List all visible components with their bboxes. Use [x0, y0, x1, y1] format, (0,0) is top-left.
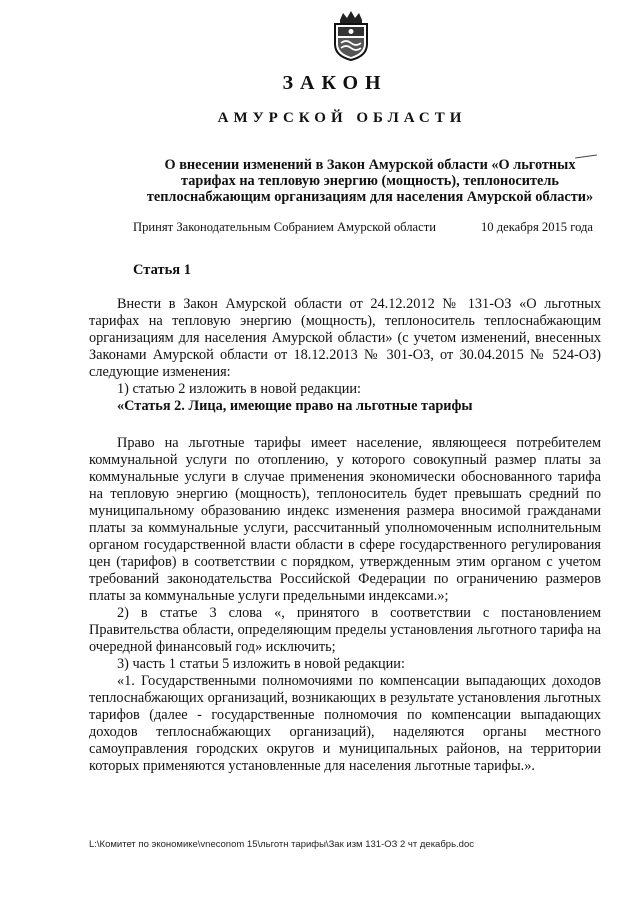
article-intro-block: [89, 296, 601, 415]
subject-line: тарифах на тепловую энергию (мощность), теплоноситель: [181, 173, 559, 189]
region-title: АМУРСКОЙ ОБЛАСТИ: [217, 110, 467, 126]
subject-line: теплоснабжающим организациям для населения Амурской области»: [146, 189, 594, 205]
amendment-item-1: 1) статью 2 изложить в новой редакции:: [117, 381, 362, 397]
file-path-footer: L:\Комитет по экономике\vneconom 15\льготн тарифы\Зак изм 131-ОЗ 2 чт декабрь.doc: [89, 839, 474, 850]
article-intro: Внести в Закон Амурской области от 24.12.2012 № 131-ОЗ «О льготных тарифах на тепловую энергию (мощность), теплоноситель теплоснабжающим организациям для населения Амурской области» (с учетом изменений, внесенных Законами Амурской области от 18.12.2013 № 301-ОЗ, от 30.04.2015 № 524-ОЗ) следующие изменения:: [89, 296, 601, 380]
amended-part-text: «1. Государственными полномочиями по компенсации выпадающих доходов теплоснабжающих организаций, возникающих в результате установления льготных тарифов (далее - государственные полномочия по компенсации выпадающих доходов теплоснабжающих организаций), наделяются органы местного самоуправления городских округов и муниципальных районов, на территории которых применяются установленные для населения льготные тарифы.».: [89, 673, 601, 774]
amendment-item-2: 2) в статье 3 слова «, принятого в соответствии с постановлением Правительства области, определяющим пределы установления льготного тарифа на очередной финансовый год» исключить;: [89, 605, 601, 655]
subject-line: О внесении изменений в Закон Амурской области «О льготных: [164, 157, 576, 173]
law-title: ЗАКОН: [282, 72, 388, 94]
adopted-by: Принят Законодательным Собранием Амурской области: [133, 220, 436, 234]
amended-article-heading: «Статья 2. Лица, имеющие право на льготные тарифы: [117, 398, 473, 414]
adoption-date: 10 декабря 2015 года: [481, 220, 594, 234]
amendment-item-3: 3) часть 1 статьи 5 изложить в новой редакции:: [117, 656, 405, 672]
article-heading: Статья 1: [133, 262, 191, 278]
article-body-block: [89, 435, 601, 775]
amended-article-text: Право на льготные тарифы имеет население, являющееся потребителем коммунальной услуги по отоплению, у которого совокупный размер платы за коммунальные услуги в случае применения экономически обоснованного тарифа на тепловую энергию (мощность), теплоноситель будет превышать средний по муниципальному образованию индекс изменения размера вносимой гражданами платы за коммунальные услуги, рассчитанный уполномоченным исполнительным органом государственной власти области в сфере государственного регулирования цен (тарифов) в соответствии с порядком, утвержденным этим органом с учетом требований законодательства Российской Федерации по ограничению размеров платы за коммунальные услуги предельными индексами.»;: [89, 435, 601, 604]
amur-region-coat-of-arms-icon: [329, 10, 373, 62]
law-subject: [130, 157, 610, 205]
